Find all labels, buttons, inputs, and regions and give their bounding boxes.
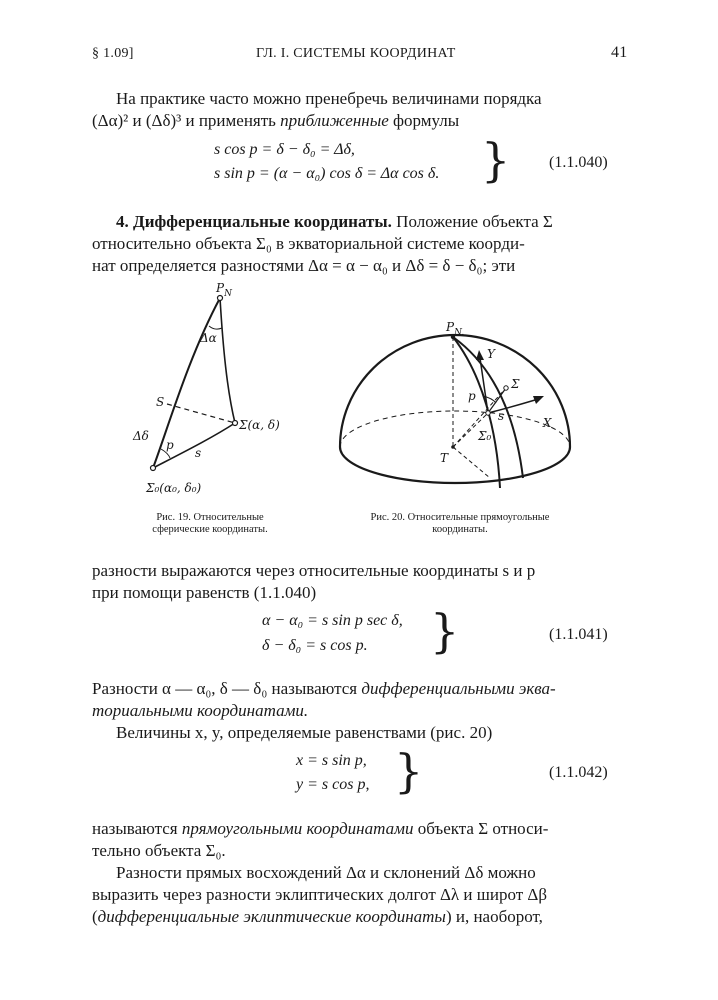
fig19-sigma0-point [151,466,156,471]
fig20-caption-line1: Рис. 20. Относительные прямоугольные [370,512,550,523]
figure-19-caption [110,512,310,536]
fig20-equator-back [340,411,570,447]
fig20-label-s: s [498,409,505,423]
eq2-brace: } [430,604,460,658]
fig19-label-s-upper: S [156,395,165,409]
para5-line1 [92,818,548,839]
para1-emph: приближенные [280,111,389,130]
fig20-label-x: X [543,416,552,430]
fig20-label-t: T [440,451,449,465]
fig20-hemisphere-outline [340,335,570,447]
para1-line2 [92,110,459,131]
para1-line1: На практике часто можно пренебречь величинами порядка [116,89,542,108]
eq1-number: (1.1.040) [549,154,608,171]
fig19-label-sigma: Σ(α, δ) [239,418,280,432]
eq1-line2: s sin p = (α − α₀) cos δ = Δα cos δ. [214,165,440,182]
section4-heading: 4. Дифференциальные координаты. [116,212,392,231]
fig20-sigma0-point [486,411,490,415]
eq3-number: (1.1.042) [549,764,608,781]
para6-emph: дифференциальные эклиптические координаты [97,907,446,926]
para6-open-paren: ( [92,907,98,926]
para6-line1: Разности прямых восхождений Δα и склонений Δδ можно [116,863,536,882]
para2-line2: при помощи равенств (1.1.040) [92,583,317,602]
fig19-meridian-arc [153,298,220,468]
figure-19-diagram [120,278,300,508]
eq2-number: (1.1.041) [549,626,608,643]
fig20-label-sigma0: Σ₀ [478,429,492,443]
para3-line1-a: Разности α — α₀, δ — δ₀ называются [92,679,358,698]
fig19-hour-arc [220,298,235,423]
section4-line3: нат определяется разностями Δα = α − α₀ и Δδ = δ − δ₀; эти [92,256,516,275]
page-number: 41 [611,44,628,61]
fig20-center-point [451,445,455,449]
para6-line3-rest: ) и, наоборот, [445,907,543,926]
eq1-brace: } [481,133,511,187]
para3-line1 [92,678,556,699]
fig19-label-delta-delta: Δδ [133,429,149,443]
figure-20-caption [330,512,590,536]
section4-line2: относительно объекта Σ₀ в экваториальной системе коорди- [92,234,525,253]
eq3-brace: } [394,744,424,798]
eq2-line1: α − α₀ = s sin p sec δ, [262,612,403,629]
fig20-x-arrowhead [533,396,544,404]
fig19-label-pn: $P_N$ [216,281,232,299]
para6-line2: выразить через разности эклиптических долгот Δλ и широт Δβ [92,885,547,904]
fig20-y-arrowhead [476,350,484,360]
para1-line2-a: (Δα)² и (Δδ)³ и применять [92,111,276,130]
fig20-label-p: p [468,389,476,403]
fig19-caption-line2: сферические координаты. [152,524,268,535]
fig20-label-sigma: Σ [511,377,520,391]
eq1-line1: s cos p = δ − δ₀ = Δδ, [214,141,355,158]
fig19-label-p: p [166,438,174,452]
fig19-label-s: s [195,446,202,460]
para1-line2-b: формулы [393,111,460,130]
para5-line2: тельно объекта Σ₀. [92,841,226,860]
eq2-line2: δ − δ₀ = s cos p. [262,637,368,654]
para5-line1-b: объекта Σ относи- [417,819,549,838]
fig19-label-sigma0: Σ₀(α₀, δ₀) [146,481,202,495]
running-header-section: § 1.09] [92,46,134,61]
eq3-line2: y = s cos p, [296,776,370,793]
figure-20-diagram [330,300,590,500]
para3-line2: ториальными координатами. [92,701,309,720]
section4-line1 [116,211,553,232]
section4-line1-rest: Положение объекта Σ [396,212,553,231]
fig20-radius-front [453,447,490,478]
fig19-angle-mark-pn [209,326,222,329]
para6-line3 [92,906,543,927]
fig20-label-pn: $P_{N.}$ [446,320,465,338]
fig20-caption-line2: координаты. [432,524,488,535]
eq3-line1: x = s sin p, [296,752,367,769]
fig20-equator-front [340,447,570,483]
para3-emph-1: дифференциальными эква- [361,679,556,698]
para5-line1-a: называются [92,819,178,838]
fig19-parallel-dashed [167,404,235,423]
fig19-label-delta-alpha: Δα [200,331,217,345]
para5-emph: прямоугольными координатами [181,819,414,838]
fig20-label-y: Y [487,347,495,361]
running-header-title: ГЛ. I. СИСТЕМЫ КООРДИНАТ [256,46,456,61]
fig19-sigma-point [233,421,238,426]
para2-line1: разности выражаются через относительные координаты s и p [92,561,536,580]
fig19-pole-point [218,296,223,301]
para4-line1: Величины x, y, определяемые равенствами (рис. 20) [116,723,493,742]
fig19-caption-line1: Рис. 19. Относительные [156,512,264,523]
fig20-sigma-point [504,386,508,390]
